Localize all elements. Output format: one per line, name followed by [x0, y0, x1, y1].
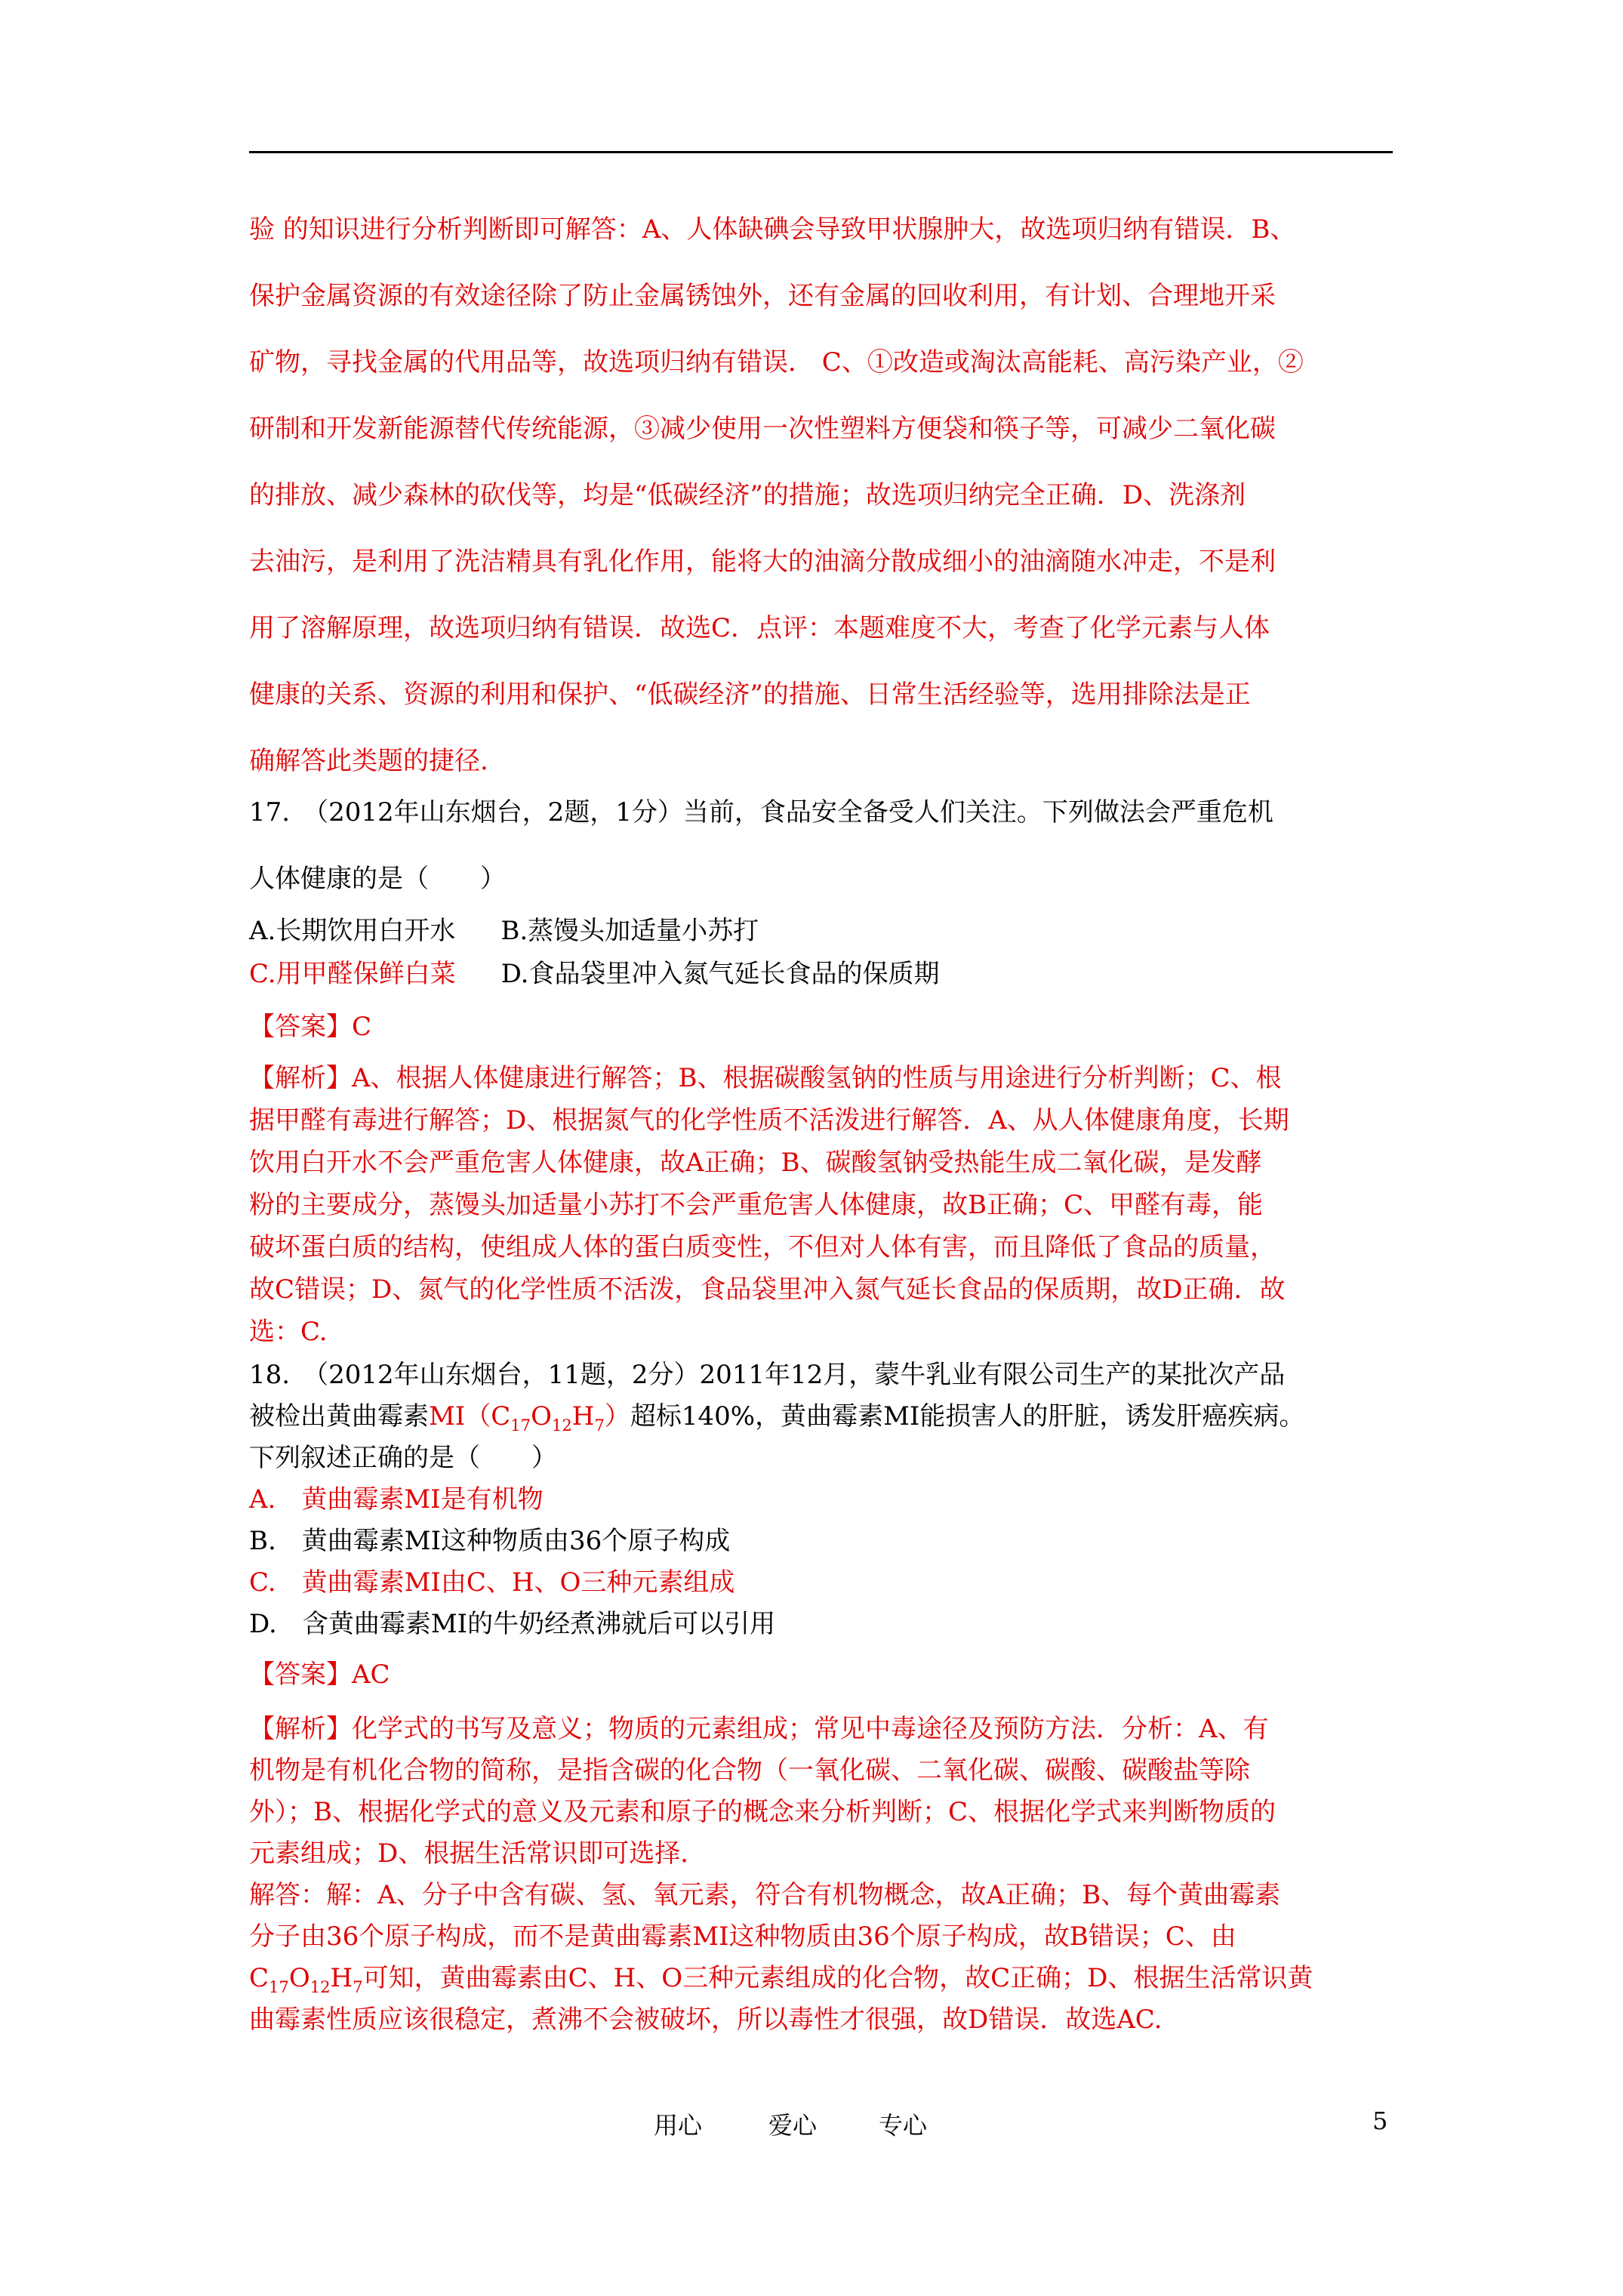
analysis-tag: 【解析】 [249, 1063, 352, 1093]
option-c: C.用甲醛保鲜白菜 [249, 959, 456, 989]
analysis-line: 健康的关系、资源的利用和保护、“低碳经济”的措施、日常生活经验等，选用排除法是正 [249, 680, 1251, 710]
option-a: A. 黄曲霉素MI是有机物 [249, 1484, 544, 1515]
answer-tag: 【答案】 [249, 1660, 352, 1690]
question-stem-line: 人体健康的是（ ） [249, 864, 506, 894]
analysis-line: 矿物，寻找金属的代用品等，故选项归纳有错误． C、①改造或淘汰高能耗、高污染产业，② [249, 347, 1304, 378]
option-row [249, 953, 1393, 996]
q17-options [249, 910, 1393, 996]
analysis-line: 分子由36个原子构成，而不是黄曲霉素MI这种物质由36个原子构成，故B错误；C、由 [249, 1922, 1236, 1952]
q17-analysis [249, 1057, 1393, 1353]
option-d: D.食品袋里冲入氮气延长食品的保质期 [500, 959, 940, 989]
footer-slogan-1: 用心 [654, 2111, 703, 2140]
answer-value: AC [352, 1660, 390, 1690]
analysis-line: 去油污，是利用了洗洁精具有乳化作用，能将大的油滴分散成细小的油滴随水冲走，不是利 [249, 547, 1276, 577]
option-b: B. 黄曲霉素MI这种物质由36个原子构成 [249, 1526, 731, 1556]
question-stem-line: 17. （2012年山东烟台，2题，1分）当前，食品安全备受人们关注。下列做法会严重危机 [249, 797, 1273, 827]
analysis-line: 破坏蛋白质的结构，使组成人体的蛋白质变性，不但对人体有害，而且降低了食品的质量， [249, 1232, 1276, 1262]
option-a: A.长期饮用白开水 [249, 916, 456, 946]
analysis-line: 【解析】A、根据人体健康进行解答；B、根据碳酸氢钠的性质与用途进行分析判断；C、根 [249, 1063, 1282, 1093]
q17-answer [249, 1004, 1393, 1049]
formula: $C_{17}O_{12}H_7$ [249, 1963, 363, 1996]
question-stem-line: 被检出黄曲霉素$MI(C_{17}O_{12}H_7)$超标140%，黄曲霉素MI能损害人的肝脏，诱发肝癌疾病。 [249, 1401, 1305, 1435]
q18-answer [249, 1652, 1393, 1697]
option-row [249, 910, 1393, 953]
header-rule [249, 151, 1393, 153]
analysis-line: 保护金属资源的有效途径除了防止金属锈蚀外，还有金属的回收利用，有计划、合理地开采 [249, 281, 1276, 311]
analysis-line: 研制和开发新能源替代传统能源，③减少使用一次性塑料方便袋和筷子等，可减少二氧化碳 [249, 414, 1276, 444]
analysis-line: 用了溶解原理，故选项归纳有错误．故选C．点评：本题难度不大，考查了化学元素与人体 [249, 613, 1270, 643]
option-c: C. 黄曲霉素MI由C、H、O三种元素组成 [249, 1567, 735, 1598]
q18-stem [249, 1354, 1393, 1645]
analysis-line: 曲霉素性质应该很稳定，煮沸不会被破坏，所以毒性才很强，故D错误．故选AC. [249, 2005, 1163, 2035]
analysis-tag: 【解析】 [249, 1714, 352, 1744]
page-number: 5 [1372, 2106, 1388, 2135]
formula: $MI(C_{17}O_{12}H_7)$ [429, 1401, 630, 1435]
footer-slogan-2: 爱心 [768, 2111, 818, 2140]
analysis-line: 粉的主要成分，蒸馒头加适量小苏打不会严重危害人体健康，故B正确；C、甲醛有毒，能 [249, 1190, 1263, 1220]
analysis-line: 元素组成；D、根据生活常识即可选择． [249, 1838, 707, 1869]
analysis-line: 解答：解：A、分子中含有碳、氢、氧元素，符合有机物概念，故A正确；B、每个黄曲霉素 [249, 1880, 1281, 1910]
analysis-line: 选：C. [249, 1317, 328, 1347]
analysis-line: 据甲醛有毒进行解答；D、根据氮气的化学性质不活泼进行解答．A、从人体健康角度，长期 [249, 1105, 1289, 1136]
q17-stem [249, 779, 1393, 912]
footer-slogan-3: 专心 [879, 2111, 928, 2140]
analysis-line: 外）；B、根据化学式的意义及元素和原子的概念来分析判断；C、根据化学式来判断物质的 [249, 1797, 1276, 1827]
answer-tag: 【答案】 [249, 1012, 352, 1042]
analysis-line: 确解答此类题的捷径. [249, 746, 488, 776]
analysis-line: $C_{17}O_{12}H_7$可知，黄曲霉素由C、H、O三种元素组成的化合物，故C正确；D、根据生活常识黄 [249, 1963, 1313, 1996]
option-b: B.蒸馒头加适量小苏打 [500, 916, 759, 946]
answer-value: C [352, 1012, 372, 1042]
question-stem-line: 下列叙述正确的是（ ） [249, 1443, 557, 1473]
analysis-line: 【解析】化学式的书写及意义；物质的元素组成；常见中毒途径及预防方法．分析：A、有 [249, 1714, 1269, 1744]
analysis-line: 故C错误；D、氮气的化学性质不活泼，食品袋里冲入氮气延长食品的保质期，故D正确．故 [249, 1274, 1286, 1305]
analysis-line: 机物是有机化合物的简称，是指含碳的化合物（一氧化碳、二氧化碳、碳酸、碳酸盐等除 [249, 1755, 1250, 1786]
question-stem-line: 18. （2012年山东烟台，11题，2分）2011年12月，蒙牛乳业有限公司生产的某批次产品 [249, 1360, 1286, 1390]
option-d: D. 含黄曲霉素MI的牛奶经煮沸就后可以引用 [249, 1609, 776, 1639]
q18-analysis [249, 1709, 1393, 2041]
analysis-line: 验 的知识进行分析判断即可解答：A、人体缺碘会导致甲状腺肿大，故选项归纳有错误．B、 [249, 214, 1296, 245]
analysis-line: 饮用白开水不会严重危害人体健康，故A正确；B、碳酸氢钠受热能生成二氧化碳，是发酵 [249, 1148, 1262, 1178]
analysis-line: 的排放、减少森林的砍伐等，均是“低碳经济”的措施；故选项归纳完全正确．D、洗涤剂 [249, 480, 1246, 510]
q16-analysis [249, 196, 1393, 794]
